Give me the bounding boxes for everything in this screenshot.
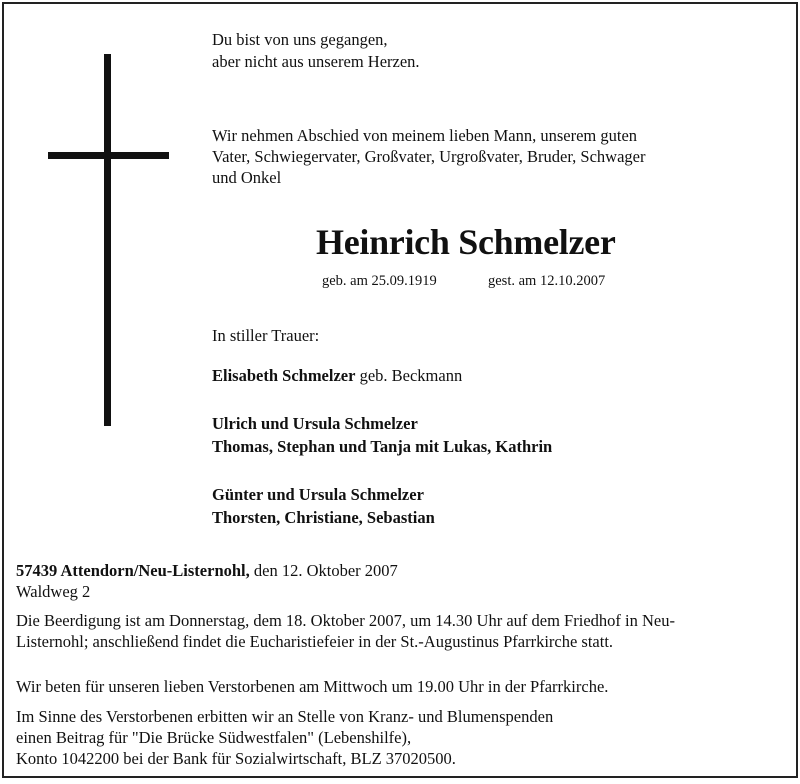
- notice-date: den 12. Oktober 2007: [253, 561, 398, 580]
- cross-icon: [4, 4, 800, 784]
- wife-maiden-name: geb. Beckmann: [359, 366, 463, 385]
- birth-date: geb. am 25.09.1919: [322, 273, 437, 289]
- deceased-name: Heinrich Schmelzer: [316, 222, 616, 262]
- farewell-line-3: und Onkel: [212, 168, 282, 187]
- donation-line-2: einen Beitrag für "Die Brücke Südwestfalen" (Lebenshilfe),: [16, 728, 412, 747]
- cross-vertical-bar: [104, 54, 111, 426]
- address-place: 57439 Attendorn/Neu-Listernohl,: [16, 561, 250, 580]
- prayer-line: Wir beten für unseren lieben Verstorbenen am Mittwoch um 19.00 Uhr in der Pfarrkirche.: [16, 677, 609, 696]
- family-1-parents: Ulrich und Ursula Schmelzer: [212, 414, 418, 433]
- donation-line-3: Konto 1042200 bei der Bank für Sozialwirtschaft, BLZ 37020500.: [16, 749, 456, 768]
- wife-name: Elisabeth Schmelzer: [212, 366, 356, 385]
- cross-horizontal-bar: [48, 152, 169, 159]
- funeral-line-1: Die Beerdigung ist am Donnerstag, dem 18. Oktober 2007, um 14.30 Uhr auf dem Friedhof in Neu-: [16, 611, 675, 630]
- mourner-wife: [212, 366, 462, 386]
- obituary-notice: [2, 2, 798, 778]
- family-2-children: Thorsten, Christiane, Sebastian: [212, 508, 435, 527]
- death-date: gest. am 12.10.2007: [488, 273, 606, 289]
- farewell-line-1: Wir nehmen Abschied von meinem lieben Mann, unserem guten: [212, 126, 638, 145]
- poem-line-1: Du bist von uns gegangen,: [212, 30, 388, 49]
- address-street: Waldweg 2: [16, 582, 91, 601]
- donation-line-1: Im Sinne des Verstorbenen erbitten wir an Stelle von Kranz- und Blumenspenden: [16, 707, 554, 726]
- farewell-line-2: Vater, Schwiegervater, Großvater, Urgroßvater, Bruder, Schwager: [212, 147, 646, 166]
- family-2-parents: Günter und Ursula Schmelzer: [212, 485, 424, 504]
- poem-line-2: aber nicht aus unserem Herzen.: [212, 52, 420, 71]
- funeral-line-2: Listernohl; anschließend findet die Eucharistiefeier in der St.-Augustinus Pfarrkirche statt.: [16, 632, 614, 651]
- mourners-intro: In stiller Trauer:: [212, 326, 320, 345]
- address-place-date: [16, 561, 398, 581]
- family-1-children: Thomas, Stephan und Tanja mit Lukas, Kathrin: [212, 437, 553, 456]
